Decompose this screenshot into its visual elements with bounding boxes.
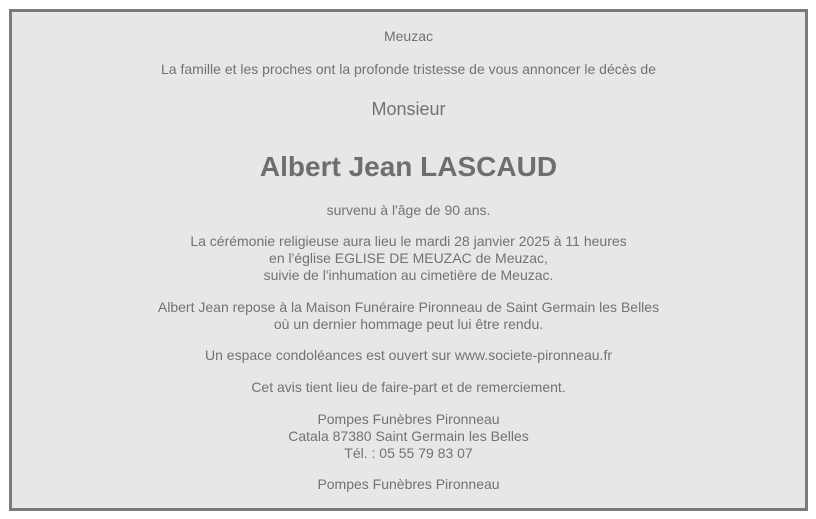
funeral-home-line: Pompes Funèbres Pironneau bbox=[317, 411, 500, 427]
funeral-home-line: Tél. : 05 55 79 83 07 bbox=[344, 445, 473, 461]
town-name: Meuzac bbox=[383, 28, 434, 44]
intro-text: La famille et les proches ont la profonde tristesse de vous annoncer le décès de bbox=[161, 61, 656, 77]
signature: Pompes Funèbres Pironneau bbox=[317, 476, 500, 492]
ceremony-block bbox=[12, 233, 805, 284]
funeral-home-block bbox=[12, 411, 805, 462]
age-line: survenu à l'âge de 90 ans. bbox=[326, 202, 491, 218]
deceased-name: Albert Jean LASCAUD bbox=[259, 151, 558, 182]
rest-place-line: Albert Jean repose à la Maison Funéraire Pironneau de Saint Germain les Belles bbox=[157, 299, 660, 315]
civility: Monsieur bbox=[371, 99, 446, 119]
acknowledgement-text: Cet avis tient lieu de faire-part et de remerciement. bbox=[251, 379, 566, 395]
funeral-home-line: Catala 87380 Saint Germain les Belles bbox=[288, 428, 529, 444]
obituary-notice bbox=[9, 9, 808, 511]
condolences-text: Un espace condoléances est ouvert sur www.societe-pironneau.fr bbox=[205, 347, 612, 363]
rest-place-block bbox=[12, 299, 805, 333]
ceremony-line: La cérémonie religieuse aura lieu le mardi 28 janvier 2025 à 11 heures bbox=[190, 233, 627, 249]
ceremony-line: en l'église EGLISE DE MEUZAC de Meuzac, bbox=[269, 250, 548, 266]
ceremony-line: suivie de l'inhumation au cimetière de Meuzac. bbox=[263, 267, 554, 283]
rest-place-line: où un dernier hommage peut lui être rendu. bbox=[273, 316, 544, 332]
